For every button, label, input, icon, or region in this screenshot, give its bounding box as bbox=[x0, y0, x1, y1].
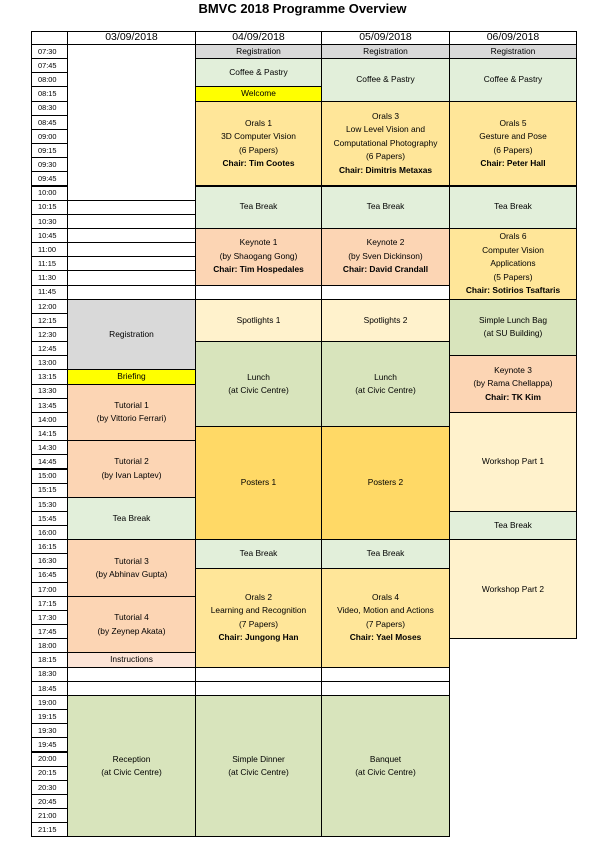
time-slot: 09:00 bbox=[31, 129, 68, 144]
time-slot: 19:45 bbox=[31, 737, 68, 752]
event-line: Orals 5 bbox=[499, 117, 527, 128]
event-line: (at Civic Centre) bbox=[228, 767, 289, 778]
event-line: Computer Vision bbox=[482, 244, 544, 255]
empty-cell bbox=[195, 667, 322, 682]
event-cell bbox=[449, 186, 577, 229]
time-slot: 18:30 bbox=[31, 667, 68, 682]
empty-cell bbox=[67, 667, 196, 682]
time-slot: 16:15 bbox=[31, 539, 68, 554]
event-chair: Chair: Peter Hall bbox=[480, 158, 546, 169]
event-line: Computational Photography bbox=[333, 137, 438, 148]
event-cell bbox=[449, 58, 577, 101]
empty-cell bbox=[67, 285, 196, 300]
time-slot: 09:30 bbox=[31, 157, 68, 172]
event-line: Tutorial 4 bbox=[114, 612, 149, 623]
header-corner bbox=[31, 31, 68, 45]
event-cell bbox=[321, 539, 450, 568]
event-line: Registration bbox=[363, 45, 408, 56]
empty-cell bbox=[67, 228, 196, 243]
empty-cell bbox=[321, 681, 450, 696]
event-cell bbox=[67, 596, 196, 654]
event-cell bbox=[195, 539, 322, 568]
event-line: Tea Break bbox=[366, 548, 405, 559]
event-line: Spotlights 1 bbox=[236, 314, 281, 325]
event-line: Reception bbox=[112, 753, 151, 764]
time-slot: 15:30 bbox=[31, 497, 68, 512]
event-cell bbox=[321, 299, 450, 342]
event-line: (6 Papers) bbox=[365, 151, 406, 162]
event-line: (at Civic Centre) bbox=[355, 385, 416, 396]
time-slot: 21:15 bbox=[31, 822, 68, 837]
empty-cell bbox=[195, 285, 322, 300]
event-cell bbox=[449, 228, 577, 300]
event-line: Simple Lunch Bag bbox=[479, 314, 547, 325]
event-line: Low Level Vision and bbox=[346, 124, 425, 135]
event-line: (5 Papers) bbox=[493, 271, 533, 282]
event-line: Coffee & Pastry bbox=[229, 67, 288, 78]
event-cell bbox=[321, 58, 450, 101]
time-slot: 19:15 bbox=[31, 709, 68, 724]
event-line: Lunch bbox=[374, 371, 397, 382]
empty-cell bbox=[67, 681, 196, 696]
empty-cell bbox=[67, 270, 196, 285]
event-line: Orals 6 bbox=[499, 231, 527, 242]
event-line: Orals 3 bbox=[372, 110, 399, 121]
empty-cell bbox=[67, 214, 196, 229]
event-cell bbox=[449, 511, 577, 540]
time-slot: 11:45 bbox=[31, 285, 68, 300]
event-line: (6 Papers) bbox=[238, 144, 279, 155]
event-cell bbox=[449, 44, 577, 59]
event-line: Spotlights 2 bbox=[363, 314, 408, 325]
time-slot: 10:15 bbox=[31, 200, 68, 215]
time-slot: 16:45 bbox=[31, 568, 68, 583]
event-line: Lunch bbox=[247, 371, 270, 382]
event-line: (by Sven Dickinson) bbox=[348, 250, 423, 261]
event-line: Orals 1 bbox=[245, 117, 272, 128]
time-slot: 08:15 bbox=[31, 86, 68, 101]
time-slot: 20:45 bbox=[31, 794, 68, 809]
event-line: Orals 4 bbox=[372, 591, 399, 602]
event-chair: Chair: Sotirios Tsaftaris bbox=[465, 285, 561, 296]
time-slot: 08:45 bbox=[31, 115, 68, 130]
event-cell bbox=[321, 186, 450, 229]
time-slot: 11:15 bbox=[31, 256, 68, 271]
time-slot: 17:45 bbox=[31, 624, 68, 639]
page-title: BMVC 2018 Programme Overview bbox=[198, 1, 407, 16]
event-line: Workshop Part 2 bbox=[481, 583, 545, 594]
time-slot: 16:30 bbox=[31, 553, 68, 568]
event-cell bbox=[449, 412, 577, 512]
event-line: (by Zeynep Akata) bbox=[97, 625, 166, 636]
event-line: (by Abhinav Gupta) bbox=[95, 569, 168, 580]
event-line: (at SU Building) bbox=[483, 328, 543, 339]
empty-cell bbox=[67, 44, 196, 201]
time-slot: 17:30 bbox=[31, 610, 68, 625]
event-line: Coffee & Pastry bbox=[483, 74, 543, 85]
time-slot: 10:45 bbox=[31, 228, 68, 243]
event-line: Tutorial 1 bbox=[114, 399, 149, 410]
time-slot: 13:45 bbox=[31, 398, 68, 413]
time-slot: 12:45 bbox=[31, 341, 68, 356]
event-chair: Chair: TK Kim bbox=[485, 391, 541, 402]
event-cell bbox=[67, 539, 196, 597]
time-slot: 11:00 bbox=[31, 242, 68, 257]
event-line: Tea Break bbox=[366, 201, 405, 212]
time-slot: 10:30 bbox=[31, 214, 68, 229]
time-slot: 09:15 bbox=[31, 143, 68, 158]
time-slot: 20:30 bbox=[31, 780, 68, 795]
event-cell bbox=[449, 539, 577, 639]
event-cell bbox=[449, 355, 577, 413]
time-slot: 12:00 bbox=[31, 299, 68, 314]
time-slot: 15:00 bbox=[31, 469, 68, 484]
day-header: 06/09/2018 bbox=[449, 31, 577, 45]
empty-cell bbox=[67, 256, 196, 271]
event-cell bbox=[195, 426, 322, 540]
time-slot: 13:00 bbox=[31, 355, 68, 370]
event-cell bbox=[321, 228, 450, 286]
time-slot: 10:00 bbox=[31, 186, 68, 201]
event-cell bbox=[67, 652, 196, 667]
event-line: Coffee & Pastry bbox=[356, 74, 415, 85]
event-cell bbox=[67, 497, 196, 540]
event-cell bbox=[195, 568, 322, 668]
time-slot: 14:15 bbox=[31, 426, 68, 441]
event-line: Applications bbox=[490, 258, 536, 269]
time-slot: 20:15 bbox=[31, 766, 68, 781]
event-line: Tea Break bbox=[494, 519, 532, 530]
event-line: Gesture and Pose bbox=[479, 131, 547, 142]
event-chair: Chair: Yael Moses bbox=[349, 632, 422, 643]
event-chair: Chair: David Crandall bbox=[342, 264, 429, 275]
event-line: 3D Computer Vision bbox=[221, 131, 296, 142]
event-cell bbox=[195, 44, 322, 59]
event-cell bbox=[195, 341, 322, 427]
event-line: Welcome bbox=[241, 88, 276, 99]
event-line: (7 Papers) bbox=[365, 618, 406, 629]
empty-cell bbox=[67, 242, 196, 257]
event-cell bbox=[67, 299, 196, 371]
time-slot: 20:00 bbox=[31, 752, 68, 767]
event-line: Tea Break bbox=[239, 201, 278, 212]
time-slot: 18:00 bbox=[31, 638, 68, 653]
time-slot: 12:15 bbox=[31, 313, 68, 328]
event-line: Keynote 3 bbox=[494, 364, 532, 375]
event-line: Tea Break bbox=[239, 548, 278, 559]
event-line: Banquet bbox=[369, 753, 402, 764]
event-line: Tea Break bbox=[494, 201, 532, 212]
event-line: (at Civic Centre) bbox=[355, 767, 416, 778]
time-slot: 19:30 bbox=[31, 723, 68, 738]
event-chair: Chair: Tim Hospedales bbox=[213, 264, 304, 275]
event-cell bbox=[67, 440, 196, 498]
time-slot: 21:00 bbox=[31, 808, 68, 823]
time-slot: 07:30 bbox=[31, 44, 68, 59]
event-cell bbox=[321, 695, 450, 838]
time-slot: 08:30 bbox=[31, 101, 68, 116]
time-slot: 13:30 bbox=[31, 384, 68, 399]
event-line: Registration bbox=[236, 45, 281, 56]
event-line: Posters 1 bbox=[240, 477, 277, 488]
time-slot: 08:00 bbox=[31, 72, 68, 87]
event-line: (by Shaogang Gong) bbox=[219, 250, 298, 261]
event-line: (7 Papers) bbox=[238, 618, 279, 629]
event-line: Video, Motion and Actions bbox=[337, 605, 434, 616]
event-line: Keynote 2 bbox=[366, 237, 405, 248]
time-slot: 14:30 bbox=[31, 440, 68, 455]
event-line: Orals 2 bbox=[245, 591, 272, 602]
event-chair: Chair: Tim Cootes bbox=[222, 158, 295, 169]
event-cell bbox=[321, 568, 450, 668]
event-cell bbox=[67, 369, 196, 384]
event-cell bbox=[321, 341, 450, 427]
time-slot: 19:00 bbox=[31, 695, 68, 710]
empty-cell bbox=[195, 681, 322, 696]
time-slot: 09:45 bbox=[31, 171, 68, 186]
event-cell bbox=[67, 384, 196, 442]
empty-cell bbox=[321, 285, 450, 300]
day-header: 05/09/2018 bbox=[321, 31, 450, 45]
event-line: Tutorial 3 bbox=[114, 555, 149, 566]
event-cell bbox=[195, 186, 322, 229]
event-line: Workshop Part 1 bbox=[481, 456, 545, 467]
event-line: (at Civic Centre) bbox=[228, 385, 289, 396]
time-slot: 18:45 bbox=[31, 681, 68, 696]
time-slot: 15:15 bbox=[31, 483, 68, 498]
event-line: (at Civic Centre) bbox=[101, 767, 162, 778]
event-line: Keynote 1 bbox=[239, 237, 278, 248]
event-line: Tea Break bbox=[112, 512, 151, 523]
event-line: Registration bbox=[109, 328, 154, 339]
event-cell bbox=[195, 101, 322, 187]
event-line: Instructions bbox=[110, 654, 153, 665]
event-line: (by Rama Chellappa) bbox=[473, 378, 553, 389]
event-chair: Chair: Jungong Han bbox=[218, 632, 299, 643]
event-cell bbox=[195, 228, 322, 286]
event-chair: Chair: Dimitris Metaxas bbox=[338, 164, 433, 175]
event-cell bbox=[195, 58, 322, 87]
time-slot: 14:45 bbox=[31, 454, 68, 469]
time-slot: 14:00 bbox=[31, 412, 68, 427]
time-slot: 07:45 bbox=[31, 58, 68, 73]
empty-cell bbox=[67, 200, 196, 215]
time-slot: 11:30 bbox=[31, 270, 68, 285]
event-line: Tutorial 2 bbox=[114, 456, 149, 467]
time-slot: 17:15 bbox=[31, 596, 68, 611]
time-slot: 18:15 bbox=[31, 652, 68, 667]
event-line: (6 Papers) bbox=[493, 144, 533, 155]
time-slot: 13:15 bbox=[31, 369, 68, 384]
day-header: 03/09/2018 bbox=[67, 31, 196, 45]
event-cell bbox=[321, 101, 450, 187]
event-line: Simple Dinner bbox=[232, 753, 285, 764]
event-line: Posters 2 bbox=[367, 477, 404, 488]
event-cell bbox=[195, 695, 322, 838]
time-slot: 17:00 bbox=[31, 582, 68, 597]
event-cell bbox=[449, 299, 577, 357]
time-slot: 12:30 bbox=[31, 327, 68, 342]
event-cell bbox=[321, 44, 450, 59]
event-line: Learning and Recognition bbox=[210, 605, 307, 616]
event-cell bbox=[67, 695, 196, 838]
event-cell bbox=[449, 101, 577, 187]
empty-cell bbox=[321, 667, 450, 682]
event-line: Registration bbox=[490, 45, 536, 56]
event-line: (by Vittorio Ferrari) bbox=[96, 413, 167, 424]
day-header: 04/09/2018 bbox=[195, 31, 322, 45]
time-slot: 15:45 bbox=[31, 511, 68, 526]
event-cell bbox=[321, 426, 450, 540]
event-cell bbox=[195, 86, 322, 101]
event-cell bbox=[195, 299, 322, 342]
event-line: (by Ivan Laptev) bbox=[101, 469, 162, 480]
event-line: Briefing bbox=[117, 371, 146, 382]
time-slot: 16:00 bbox=[31, 525, 68, 540]
